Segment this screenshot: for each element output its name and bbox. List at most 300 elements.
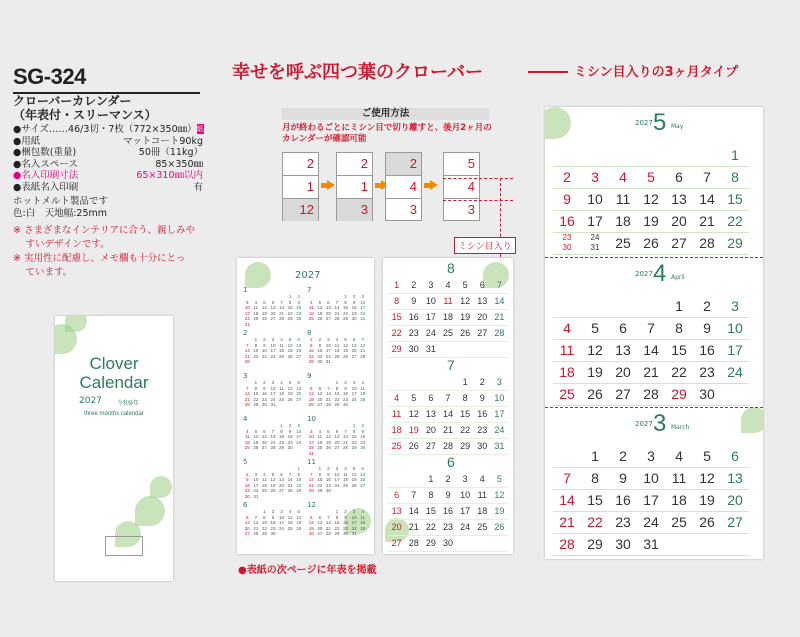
mini-day-cell: 28 [334,316,340,321]
day-cell: 2 [693,296,721,318]
mini-day-cell: 8 [335,385,339,391]
mini-day-cell: 15 [253,348,259,353]
mini-day-cell: 11 [244,434,250,439]
day-cell: 9 [693,318,721,340]
mini-day-cell: 19 [261,310,267,316]
mid-day-cell: 17 [491,407,508,423]
mini-day-cell: 28 [270,445,276,450]
mini-day-cell: 20 [360,477,366,482]
mini-day-cell: 20 [279,482,285,488]
mid-day-cell: 28 [491,326,508,342]
model-number: SG-324 [13,64,86,89]
mini-day-cell: 2 [352,294,356,299]
mini-day-cell: 3 [297,423,300,428]
mini-day-cell: 30 [270,531,276,536]
day-cell: 20 [721,490,749,512]
binding-info [13,196,108,220]
mid-day-cell: 19 [457,310,474,326]
mini-day-cell: 23 [343,525,349,531]
day-cell: 10 [637,468,665,490]
mini-day-cell: 12 [287,342,293,348]
mid-month-number: 8 [447,260,455,276]
mini-day-cell: 20 [270,310,276,316]
mini-day-cell: 13 [325,305,331,310]
mid-day-cell: 31 [491,439,508,455]
mid-day-cell: 30 [439,536,456,552]
mini-day-cell: 13 [317,391,323,396]
mini-day-cell: 23 [261,396,267,402]
mini-day-cell: 15 [261,520,267,525]
mid-day-cell: 11 [474,488,491,504]
headline-dash [528,71,568,73]
mini-day-cell: 21 [287,482,293,488]
usage-step-month: 4 [386,176,421,199]
mini-day-cell: 7 [335,299,339,305]
mini-day-cell: 24 [279,525,285,531]
day-cell: 24 [721,362,749,384]
day-cell: 31 [637,534,665,556]
mini-day-cell: 11 [308,305,314,310]
cover-mini-calendar [105,536,143,556]
day-cell: 15 [721,189,749,211]
mini-day-cell: 17 [270,348,276,353]
mini-day-cell: 8 [352,428,356,434]
mid-month-block [383,357,513,453]
day-cell: 17 [637,490,665,512]
day-cell: 4 [553,318,581,340]
mini-day-cell: 5 [288,380,292,385]
mini-day-cell: 3 [246,299,249,305]
mini-day-cell: 20 [244,525,250,531]
mini-day-cell: 17 [253,482,259,488]
mid-day-cell: 14 [439,407,456,423]
mini-day-cell: 19 [287,348,293,353]
mini-day-cell: 7 [280,299,283,305]
mini-day-cell: 25 [308,316,314,321]
mini-day-cell: 19 [308,525,314,531]
mini-day-cell: 6 [297,380,300,385]
mid-day-cell: 12 [457,294,474,310]
mini-day-cell: 24 [325,353,331,359]
mini-day-cell: 10 [270,385,276,391]
day-cell: 25 [609,233,637,255]
usage-step-month: 5 [444,153,479,176]
mini-day-cell: 21 [343,439,349,445]
mini-day-cell: 5 [318,299,322,305]
note-line: ※ 実用性に配慮し、メモ欄も十分にとっ [13,253,186,264]
mini-day-cell: 17 [270,391,276,396]
mini-day-cell: 15 [253,391,259,396]
mini-day-cell: 2 [263,380,266,385]
mid-day-cell [439,342,456,358]
month-english: March [671,424,690,431]
note-line: すいデザインです。 [13,239,110,250]
mini-day-cell: 13 [351,342,357,348]
mini-day-cell: 5 [344,337,347,342]
day-cell [609,145,637,167]
mini-day-cell: 29 [253,402,259,407]
mini-day-cell: 3 [310,428,313,434]
mini-day-cell: 31 [253,493,259,499]
mini-day-cell: 11 [279,385,284,391]
year-table-mini-grid [243,337,303,365]
mini-day-cell: 19 [325,439,331,445]
year-table-month [243,286,303,327]
mini-day-cell: 21 [244,396,250,402]
mini-day-cell: 1 [254,337,258,342]
mini-day-cell: 12 [287,385,293,391]
mini-day-cell: 15 [334,391,340,396]
mini-day-cell: 21 [325,525,331,531]
day-cell [609,296,637,318]
day-cell: 3 [637,446,665,468]
mid-month-grid [388,375,508,455]
day-cell: 21 [553,512,581,534]
mid-day-cell: 8 [457,391,474,407]
mini-day-cell: 12 [270,477,276,482]
mid-day-cell [457,536,474,552]
mini-day-cell: 4 [344,466,347,471]
mid-day-cell: 1 [388,278,405,294]
day-cell: 21 [637,362,665,384]
headline: 幸せを呼ぶ四つ葉のクローバー [232,62,484,83]
mini-day-cell: 13 [296,342,302,348]
cover-image [55,316,173,581]
perforation-line-1 [443,178,513,180]
day-cell: 15 [581,490,609,512]
year-table-month-label: 3 [243,372,248,380]
day-cell: 22 [581,512,609,534]
month-grid [553,145,749,255]
mini-day-cell: 14 [244,391,250,396]
mid-day-cell: 11 [388,407,405,423]
mid-day-cell: 21 [405,520,422,536]
mini-day-cell: 20 [317,525,323,531]
mini-day-cell: 20 [296,348,302,353]
mini-day-cell: 18 [360,520,366,525]
mini-day-cell: 3 [254,471,258,477]
mini-day-cell: 23 [325,482,331,488]
mid-day-cell: 29 [388,342,405,358]
mini-day-cell: 22 [317,482,323,488]
month-grid [553,296,749,406]
mini-day-cell: 26 [343,353,349,359]
day-cell: 18 [609,211,637,233]
day-cell [721,384,749,406]
mid-day-cell: 4 [388,391,405,407]
mini-day-cell: 9 [327,471,330,477]
month-grid [553,446,749,556]
mid-day-cell: 9 [405,294,422,310]
mid-day-cell [491,536,508,552]
mini-day-cell: 10 [334,471,340,477]
mini-day-cell: 30 [244,493,250,499]
day-cell: 3 [721,296,749,318]
mini-day-cell: 25 [360,525,366,531]
mini-day-cell: 24 [296,439,302,445]
day-cell: 26 [581,384,609,406]
spec-row [13,124,203,136]
usage-description [282,123,497,145]
mini-day-cell: 17 [308,439,314,445]
day-cell [553,296,581,318]
mini-day-cell: 19 [351,477,357,482]
mini-day-cell: 22 [334,396,340,402]
mini-day-cell: 25 [317,445,323,450]
mini-day-cell: 15 [317,477,323,482]
usage-step-month: 3 [337,199,372,221]
mini-day-cell: 11 [287,514,293,520]
mini-day-cell: 28 [287,488,293,493]
day-cell: 12 [581,340,609,362]
year-table-mini-grid [307,380,367,408]
mid-day-cell: 12 [405,407,422,423]
mini-day-cell: 29 [351,445,357,450]
day-cell: 11 [553,340,581,362]
mini-day-cell: 6 [271,299,275,305]
mid-day-cell: 17 [422,310,439,326]
mini-day-cell: 27 [317,402,323,407]
mini-day-cell: 9 [263,342,266,348]
mini-day-cell: 28 [253,531,259,536]
mini-day-cell: 7 [288,471,292,477]
mid-day-cell: 6 [388,488,405,504]
mini-day-cell: 6 [297,337,300,342]
year-table-month-label: 10 [307,415,316,423]
mini-day-cell: 27 [244,531,250,536]
mini-day-cell: 21 [279,310,285,316]
mini-day-cell: 13 [360,471,366,477]
day-cell: 15 [665,340,693,362]
year-table-mini-grid [243,294,303,327]
day-cell: 7 [553,468,581,490]
mini-day-cell: 12 [308,520,314,525]
mid-day-cell: 1 [457,375,474,391]
mini-day-cell: 30 [343,531,349,536]
mini-day-cell: 29 [317,488,323,493]
day-cell: 28 [637,384,665,406]
mini-day-cell: 24 [308,445,314,450]
spec-row [13,170,203,182]
mini-day-cell: 4 [280,337,283,342]
mini-day-cell: 1 [318,466,322,471]
month-year: 2027 [635,420,653,428]
mini-day-cell: 14 [334,305,340,310]
mid-day-cell: 10 [457,488,474,504]
mid-day-cell: 29 [422,536,439,552]
mini-day-cell: 10 [296,428,302,434]
mid-day-cell: 5 [405,391,422,407]
mini-day-cell: 10 [351,514,357,520]
mini-day-cell: 24 [351,525,357,531]
day-cell: 21 [693,211,721,233]
mid-day-cell: 13 [422,407,439,423]
month-english: April [671,274,685,281]
mini-day-cell: 29 [334,531,340,536]
year-table-mini-grid [243,509,303,537]
mini-day-cell: 18 [279,348,285,353]
usage-step-month: 2 [283,153,318,176]
mid-day-cell: 20 [388,520,405,536]
mini-day-cell: 31 [360,316,366,321]
mid-day-cell: 21 [491,310,508,326]
mid-day-cell [474,342,491,358]
mini-day-cell: 27 [334,445,340,450]
mid-day-cell: 30 [405,342,422,358]
product-name [13,94,157,122]
day-cell: 25 [665,512,693,534]
mini-day-cell: 8 [344,299,347,305]
mid-day-cell: 26 [405,439,422,455]
mini-day-cell: 5 [352,466,356,471]
mini-day-cell: 6 [318,514,322,520]
mini-day-cell: 3 [352,509,356,514]
day-cell: 30 [609,534,637,556]
mini-day-cell: 11 [360,385,366,391]
day-cell: 16 [553,211,581,233]
day-cell: 12 [637,189,665,211]
mini-day-cell: 31 [244,321,250,327]
mid-calendar-page [383,258,513,554]
mid-day-cell: 4 [474,472,491,488]
mini-day-cell: 6 [327,299,330,305]
mini-day-cell: 22 [296,482,302,488]
mini-day-cell: 19 [287,391,293,396]
mini-day-cell: 4 [310,299,313,305]
usage-step-sheet [385,152,422,221]
mini-day-cell: 29 [287,316,293,321]
mid-day-cell: 26 [491,520,508,536]
day-cell: 6 [609,318,637,340]
mini-day-cell: 5 [263,299,266,305]
binding-line: ホットメルト製品です [13,196,108,207]
mini-day-cell: 16 [261,391,267,396]
mini-day-cell: 27 [279,488,285,493]
mini-day-cell: 28 [360,353,366,359]
mid-day-cell: 20 [422,423,439,439]
mini-day-cell: 14 [343,434,349,439]
mini-day-cell: 20 [325,310,331,316]
mini-day-cell: 16 [351,305,357,310]
mini-day-cell: 15 [296,477,302,482]
mid-day-cell: 9 [439,488,456,504]
mini-day-cell: 27 [325,316,331,321]
mid-day-cell: 25 [474,520,491,536]
mini-day-cell: 30 [317,359,323,364]
month-year: 2027 [635,270,653,278]
mini-day-cell: 1 [297,466,300,471]
mini-day-cell: 26 [296,525,302,531]
mini-day-cell: 14 [279,305,285,310]
mid-month-grid [388,278,508,358]
day-cell: 25 [553,384,581,406]
mini-day-cell: 24 [270,396,276,402]
mini-day-cell: 14 [325,520,331,525]
spec-value: マットコート90kg [123,135,203,147]
mini-day-cell: 15 [351,434,357,439]
mid-day-cell: 6 [422,391,439,407]
day-cell: 24 [637,512,665,534]
mini-day-cell: 17 [244,310,250,316]
day-cell: 17 [581,211,609,233]
mid-day-cell [405,472,422,488]
mini-day-cell: 23 [270,525,276,531]
day-cell: 12 [693,468,721,490]
year-table-mini-grid [307,294,367,322]
year-table-month [307,415,367,456]
day-cell: 9 [553,189,581,211]
mid-day-cell [457,342,474,358]
mini-day-cell: 2 [271,509,275,514]
mini-day-cell: 15 [308,348,314,353]
mini-day-cell: 11 [343,471,348,477]
mini-day-cell: 15 [343,305,349,310]
mini-day-cell: 25 [287,525,293,531]
year-table-month [307,372,367,408]
year-table-month [307,286,367,322]
mini-day-cell: 7 [271,428,275,434]
mini-day-cell: 24 [334,482,340,488]
month-number: 4 [653,260,667,287]
mini-day-cell: 25 [360,396,366,402]
day-cell: 8 [721,167,749,189]
day-cell: 28 [553,534,581,556]
mini-day-cell: 19 [253,439,259,445]
mini-day-cell: 20 [317,396,323,402]
mid-day-cell: 29 [457,439,474,455]
year-table-month [243,415,303,451]
mini-day-cell: 22 [253,396,259,402]
mini-day-cell: 22 [308,353,314,359]
mid-day-cell: 1 [422,472,439,488]
mini-day-cell: 8 [254,342,258,348]
mini-day-cell: 2 [327,466,330,471]
mini-day-cell: 25 [244,445,250,450]
mini-day-cell: 8 [263,514,266,520]
spec-row [13,159,203,171]
mid-day-cell [422,375,439,391]
spec-value: 有 [193,181,203,193]
day-cell: 13 [609,340,637,362]
mini-day-cell: 7 [246,385,249,391]
mini-day-cell: 17 [296,434,302,439]
mini-day-cell: 7 [246,342,249,348]
year-table-month-label: 7 [307,286,312,294]
mini-day-cell: 21 [308,482,314,488]
mid-day-cell: 28 [405,536,422,552]
day-cell: 27 [721,512,749,534]
usage-step-month: 3 [409,202,417,217]
mini-day-cell: 8 [254,385,258,391]
mini-day-cell: 26 [270,488,276,493]
day-cell [637,145,665,167]
mini-day-cell: 15 [334,520,340,525]
usage-step-month: 12 [283,199,318,221]
mid-day-cell: 19 [405,423,422,439]
mini-day-cell: 18 [343,477,349,482]
mini-day-cell: 4 [280,380,283,385]
mini-day-cell: 5 [297,509,300,514]
mini-day-cell: 3 [327,337,330,342]
mini-day-cell: 17 [360,305,366,310]
mini-day-cell: 1 [352,423,356,428]
mini-day-cell: 23 [287,439,293,445]
mini-day-cell: 9 [352,299,356,305]
day-cell: 26 [637,233,665,255]
mid-day-cell: 24 [457,520,474,536]
day-cell [553,145,581,167]
mini-day-cell: 4 [288,509,292,514]
